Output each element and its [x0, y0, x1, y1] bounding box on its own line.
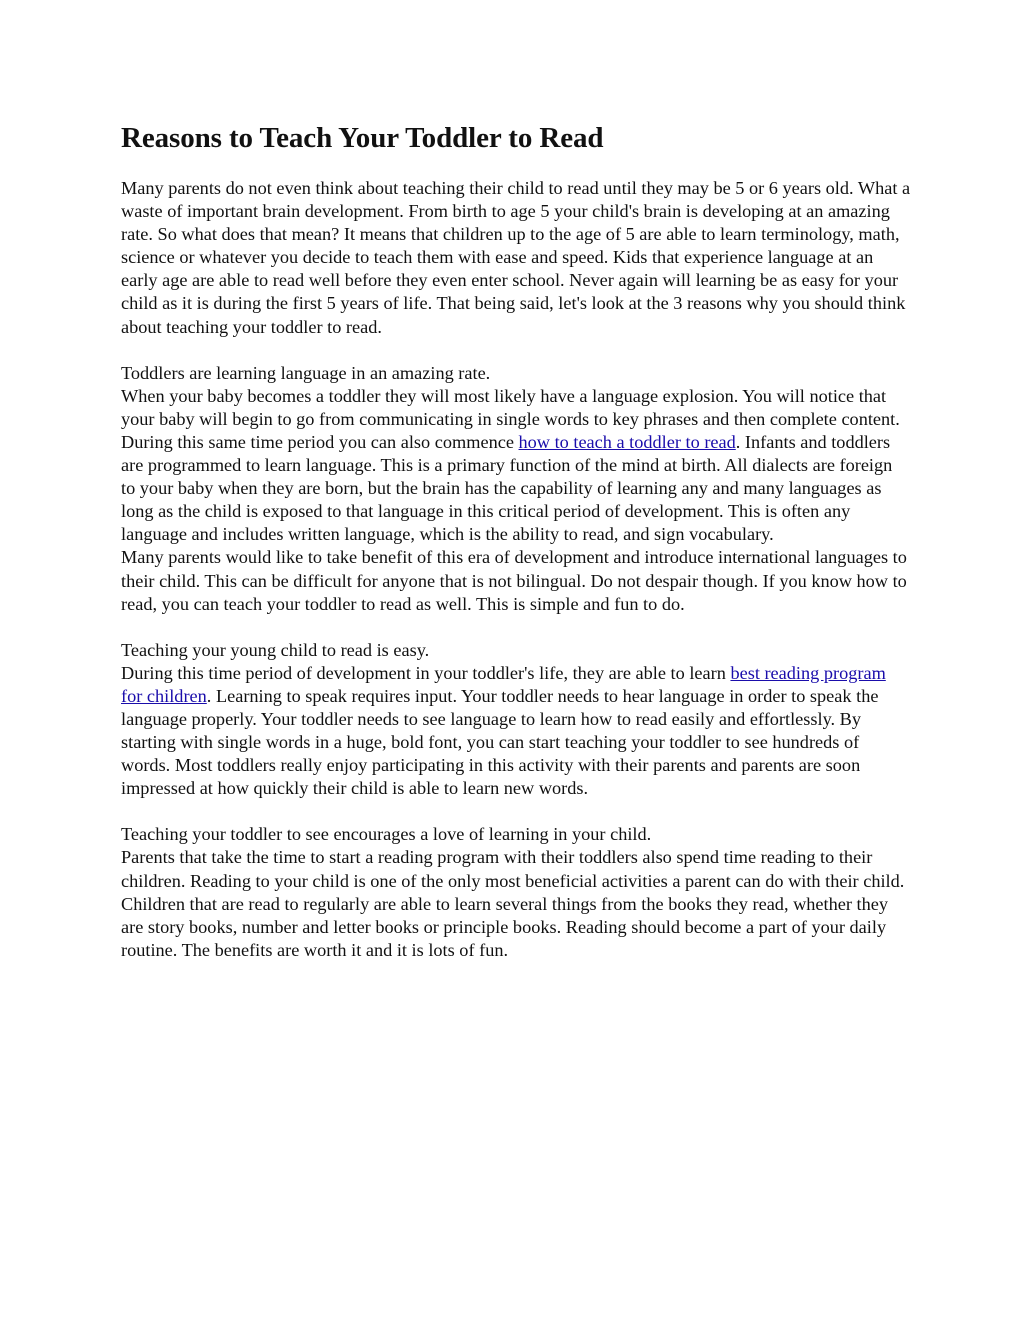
section3-body: Parents that take the time to start a reading program with their toddlers also spend time reading to their children. Reading to your child is one of the only most beneficial activities a parent can do with their child. Children that are read to regularly are able to learn several things from the books they read, whether they are story books, number and letter books or principle books. Reading should become a part of your daily routine. The benefits are worth it and it is lots of fun. — [121, 847, 905, 960]
reading-program-link[interactable]: best reading program for children — [121, 662, 886, 706]
section2-body — [121, 662, 911, 801]
document-page — [121, 118, 911, 962]
section1-body — [121, 385, 911, 547]
document-title: Reasons to Teach Your Toddler to Read — [121, 122, 604, 154]
section1-heading: Toddlers are learning language in an amazing rate. — [121, 362, 491, 383]
section1-body-2: Many parents would like to take benefit of this era of development and introduce international languages to their child. This can be difficult for anyone that is not bilingual. Do not despair though. If you know how to read, you can teach your toddler to read as well. This is simple and fun to do. — [121, 547, 907, 614]
section3-heading: Teaching your toddler to see encourages a love of learning in your child. — [121, 824, 652, 845]
section2-body-text-continued: . Learning to speak requires input. Your toddler needs to hear language in order to speak the language properly. Your toddler needs to see language to learn how to read easily and effortlessly. By starting with single words in a huge, bold font, you can start teaching your toddler to see hundreds of words. Most toddlers really enjoy participating in this activity with their parents and parents are soon impressed at how quickly their child is able to learn new words. — [121, 685, 879, 799]
section1-body-text: When your baby becomes a toddler they will most likely have a language explosion. You will notice that your baby will begin to go from communicating in single words to key phrases and then complete content. During this same time period you can also commence — [121, 385, 900, 452]
intro-paragraph: Many parents do not even think about teaching their child to read until they may be 5 or 6 years old. What a waste of important brain development. From birth to age 5 your child's brain is developing at an amazing rate. So what does that mean? It means that children up to the age of 5 are able to learn terminology, math, science or whatever you decide to teach them with ease and speed. Kids that experience language at an early age are able to read well before they even enter school. Never again will learning be as easy for your child as it is during the first 5 years of life. That being said, let's look at the 3 reasons why you should think about teaching your toddler to read. — [121, 178, 911, 337]
section1-body-text-continued: . Infants and toddlers are programmed to learn language. This is a primary function of the mind at birth. All dialects are foreign to your baby when they are born, but the brain has the capability of learning any and many languages as long as the child is exposed to that language in this critical period of development. This is often any language and includes written language, which is the ability to read, and sign vocabulary. — [121, 431, 893, 545]
section2-body-text: During this time period of development in your toddler's life, they are able to learn — [121, 662, 731, 683]
teach-toddler-link[interactable]: how to teach a toddler to read — [518, 431, 736, 452]
section2-heading: Teaching your young child to read is easy. — [121, 639, 430, 660]
